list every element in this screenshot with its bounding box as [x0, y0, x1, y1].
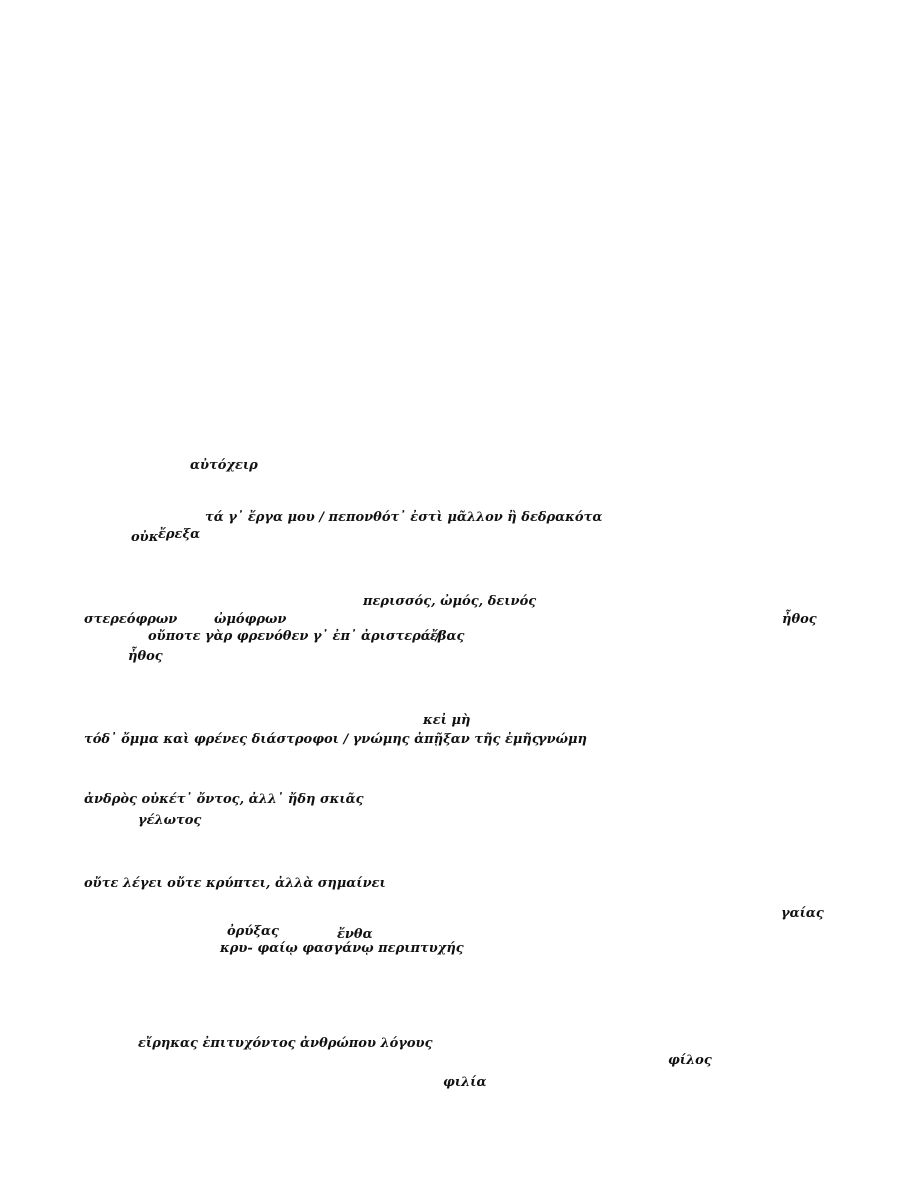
greek-ta-g-erga: τά γ᾽ ἔργα μου / πεπονθότ᾽ ἐστὶ μᾶλλον ἢ δεδρακότα	[205, 510, 603, 525]
greek-ebas: ἔβας	[430, 629, 465, 644]
greek-gelotos: γέλωτος	[138, 813, 202, 828]
greek-omophron: ὠμόφρων	[214, 612, 287, 627]
greek-ethos-left: ἦθος	[128, 649, 163, 664]
greek-tod-omma: τόδ᾽ ὄμμα καὶ φρένες διάστροφοι / γνώμης ἀπῇξαν τῆς ἐμῆς	[84, 732, 540, 747]
greek-perissos: περισσός, ὠμός, δεινός	[363, 594, 537, 609]
greek-gaias: γαίας	[781, 906, 824, 921]
greek-ethos-right: ἦθος	[782, 612, 817, 627]
greek-oupote: οὔποτε γὰρ φρενόθεν γ᾽ ἐπ᾽ ἀριστερά /	[148, 629, 441, 644]
greek-philia: φιλία	[443, 1075, 487, 1090]
greek-kei-me: κεἰ μὴ	[423, 713, 471, 728]
greek-philos: φίλος	[668, 1053, 712, 1068]
greek-entha: ἔνθα	[337, 927, 373, 942]
greek-gnome: γνώμη	[538, 732, 587, 747]
greek-eirekas: εἴρηκας ἐπιτυχόντος ἀνθρώπου λόγους	[138, 1036, 433, 1051]
greek-oute-legei: οὔτε λέγει οὔτε κρύπτει, ἀλλὰ σημαίνει	[84, 876, 386, 891]
greek-stereophron: στερεόφρων	[84, 612, 178, 627]
greek-andros: ἀνδρὸς οὐκέτ᾽ ὄντος, ἀλλ᾽ ἤδη σκιᾶς	[84, 792, 364, 807]
greek-ouk: οὐκ	[131, 530, 159, 545]
greek-erexa: ἔρεξα	[158, 527, 201, 542]
greek-kryphaio: κρυ- φαίῳ φασγάνῳ περιπτυχής	[220, 941, 464, 956]
greek-oryxas: ὀρύξας	[227, 924, 279, 939]
greek-autocheir: αὐτόχειρ	[190, 458, 258, 473]
